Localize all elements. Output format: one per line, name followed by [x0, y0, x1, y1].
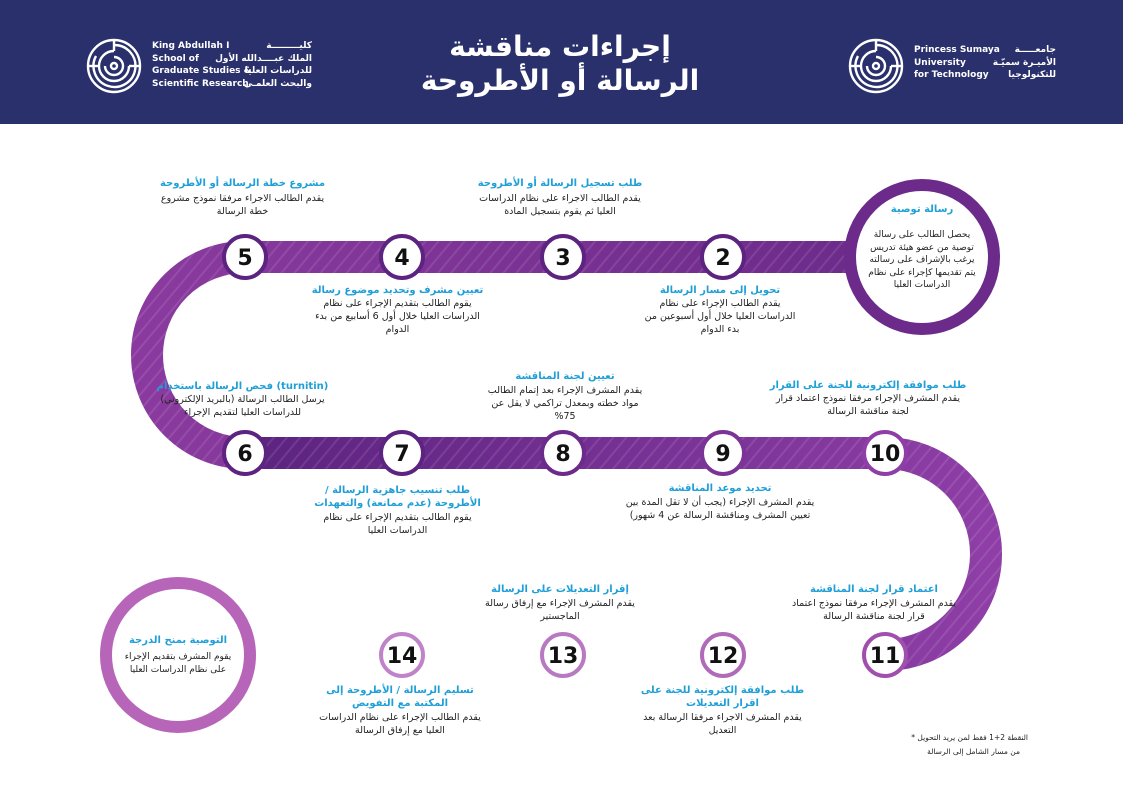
step-node-2: [702, 236, 744, 278]
step-4-text: يقوم الطالب بتقديم الإجراء على نظام الدراسات العليا خلال أول 6 أسابيع من بدء الدوام: [315, 298, 480, 335]
svg-text:9: 9: [715, 442, 731, 467]
step-7-text: يقوم الطالب بتقديم الإجراء على نظام الدراسات العليا: [323, 512, 472, 536]
step-5-text: يقدم الطالب الاجراء مرفقا نموذج مشروع خطة الرسالة: [160, 193, 325, 217]
step-4-title: تعيين مشرف وتحديد موضوع رسالة: [311, 285, 484, 296]
end-circle-text: يقوم المشرف بتقديم الإجراء على نظام الدراسات العليا: [124, 652, 232, 675]
left-logo-english: King Abdullah I School of Graduate Studies & Scientific Research: [152, 41, 252, 89]
svg-text:2: 2: [715, 246, 731, 271]
step-node-4: [381, 236, 423, 278]
step-2-text: يقدم الطالب الإجراء على نظام الدراسات العليا خلال أول أسبوعين من بدء الدوام: [644, 298, 796, 335]
step-14-title: تسليم الرسالة / الأطروحة إلى المكتبة مع التفويض: [326, 685, 474, 709]
right-logo-english: Princess Sumaya University for Technology: [914, 45, 1000, 80]
step-14-text: يقدم الطالب الإجراء على نظام الدراسات العليا مع إرفاق الرسالة: [319, 712, 481, 736]
header-bar: [0, 0, 1123, 124]
step-5-title: مشروع خطة الرسالة أو الأطروحة: [159, 178, 326, 189]
step-node-9: [702, 432, 744, 474]
step-13-title: إقرار التعديلات على الرسالة: [491, 584, 629, 595]
step-12-title: طلب موافقة إلكترونية للجنة على اقرار التعديلات: [640, 685, 805, 709]
step-node-13: [542, 634, 584, 676]
step-6-text: يرسل الطالب الرسالة (بالبريد الإلكتروني) للدراسات العليا لتقديم الإجراء: [160, 394, 325, 418]
step-3-title: طلب تسجيل الرسالة أو الأطروحة: [477, 178, 643, 189]
step-node-7: [381, 432, 423, 474]
svg-text:4: 4: [394, 246, 410, 271]
start-circle-title: رسالة توصية: [890, 204, 954, 215]
end-circle-title: التوصية بمنح الدرجة: [128, 635, 228, 646]
step-8-text: يقدم المشرف الإجراء بعد إتمام الطالب مواد خطته وبمعدل تراكمي لا يقل عن 75%: [487, 385, 643, 422]
step-node-10: [864, 432, 906, 474]
svg-text:10: 10: [869, 442, 901, 467]
step-node-14: [381, 634, 423, 676]
step-9-title: تحديد موعد المناقشة: [668, 483, 772, 494]
maze-circle-logo-icon: [86, 38, 142, 94]
step-node-5: [224, 236, 266, 278]
svg-text:14: 14: [386, 644, 418, 669]
page-title: إجراءات مناقشة الرسالة أو الأطروحة: [420, 30, 700, 97]
footnote: النقطة 2+1 فقط لمن يريد التحويل * من مسار الشامل إلى الرسالة: [911, 733, 1028, 756]
svg-text:8: 8: [555, 442, 571, 467]
svg-text:3: 3: [555, 246, 571, 271]
step-13-text: يقدم المشرف الإجراء مع إرفاق رسالة الماجستير: [485, 598, 635, 622]
start-circle-text: يحصل الطالب على رسالة توصية من عضو هيئة تدريس يرغب بالإشراف على رسالته يتم تقديمها كإجراء على نظام الدراسات العليا: [868, 230, 976, 290]
svg-text:5: 5: [237, 246, 253, 271]
step-node-8: [542, 432, 584, 474]
step-7-title: طلب تنسيب جاهزية الرسالة /الأطروحة (عدم ممانعة) والتعهدات: [314, 485, 481, 509]
step-node-3: [542, 236, 584, 278]
step-2-title: تحويل إلى مسار الرسالة: [659, 285, 781, 296]
step-3-text: يقدم الطالب الاجراء على نظام الدراسات العليا ثم يقوم بتسجيل المادة: [479, 193, 641, 217]
step-10-text: يقدم المشرف الإجراء مرفقا نموذج اعتماد قرار لجنة مناقشة الرسالة: [775, 393, 961, 417]
step-node-6: [224, 432, 266, 474]
step-8-title: تعيين لجنة المناقشة: [515, 371, 615, 382]
step-node-11: [864, 634, 906, 676]
process-path: [0, 124, 1123, 794]
left-logo-arabic: كليـــــــــة الملك عبــــدالله الأول للدراسات العليا والبحث العلمـي: [215, 41, 312, 89]
step-12-text: يقدم المشرف الاجراء مرفقا الرسالة بعد التعديل: [643, 712, 802, 736]
maze-circle-logo-icon: [848, 38, 904, 94]
step-11-text: يقدم المشرف الإجراء مرفقا نموذج اعتماد قرار لجنة مناقشة الرسالة: [791, 598, 957, 622]
step-10-title: طلب موافقة إلكترونية للجنة على القرار: [769, 380, 967, 391]
svg-text:12: 12: [707, 644, 739, 669]
step-6-title: (turnitin) فحص الرسالة باستخدام: [156, 381, 329, 392]
svg-text:11: 11: [869, 644, 901, 669]
svg-text:7: 7: [394, 442, 410, 467]
step-node-12: [702, 634, 744, 676]
svg-text:6: 6: [237, 442, 253, 467]
right-logo-arabic: جامعـــــة الأميـرة سميّـة للتكنولوجيا: [992, 45, 1056, 80]
step-11-title: اعتماد قرار لجنة المناقشة: [810, 584, 938, 595]
step-9-text: يقدم المشرف الإجراء (يجب أن لا تقل المدة بين تعيين المشرف ومناقشة الرسالة عن 4 شهور): [625, 497, 815, 521]
svg-text:13: 13: [547, 644, 579, 669]
